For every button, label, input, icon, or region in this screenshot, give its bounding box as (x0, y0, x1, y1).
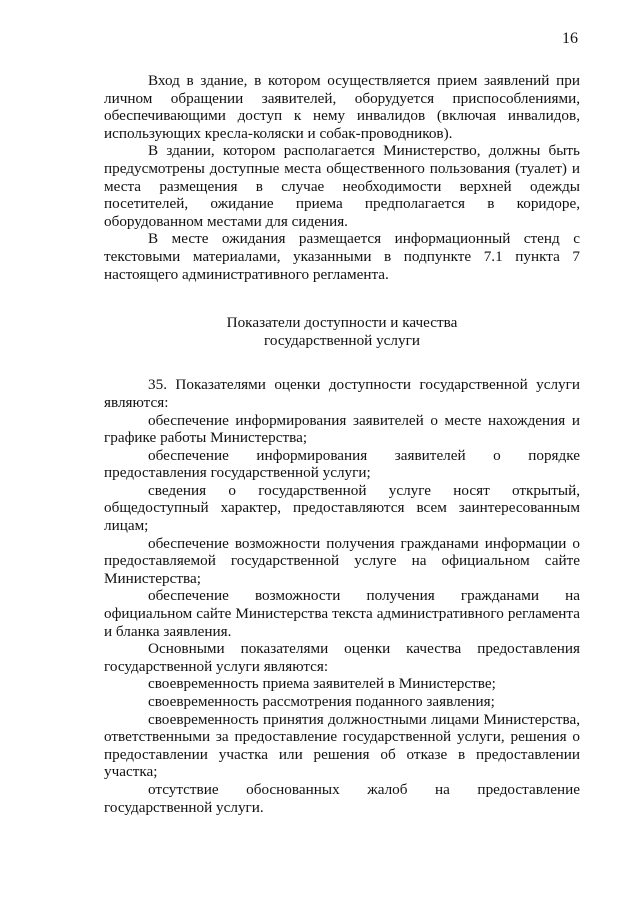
list-item: своевременность принятия должностными лицами Министерства, ответственными за предоставление государственной услуги, решения о предоставлении участка или решения об отказе в предоставлении участка; (104, 710, 580, 781)
list-item: своевременность рассмотрения поданного заявления; (148, 693, 495, 710)
paragraph-information-stand: В месте ожидания размещается информационный стенд с текстовыми материалами, указанными в подпункте 7.1 пункта 7 настоящего административного регламента. (104, 230, 580, 283)
paragraph-building-facilities: В здании, котором располагается Министерство, должны быть предусмотрены доступные места общественного пользования (туалет) и места размещения в случае необходимости верхней одежды посетителей, ожидание приема предполагается в коридоре, оборудованном местами для сидения. (104, 142, 580, 230)
list-item: обеспечение возможности получения гражданами на официальном сайте Министерства текста административного регламента и бланка заявления. (104, 587, 580, 640)
list-item: отсутствие обоснованных жалоб на предоставление государственной услуги. (104, 780, 580, 816)
section-heading-line-2: государственной услуги (264, 331, 420, 349)
section-heading-line-1: Показатели доступности и качества (226, 314, 458, 332)
list-item: обеспечение информирования заявителей о месте нахождения и графике работы Министерства; (104, 411, 580, 447)
paragraph-quality-indicators: Основными показателями оценки качества предоставления государственной услуги являются: (104, 640, 580, 675)
document-body (104, 72, 580, 816)
list-item: обеспечение информирования заявителей о порядке предоставления государственной услуги; (104, 446, 580, 482)
paragraph-item-35: 35. Показателями оценки доступности государственной услуги являются: (104, 376, 580, 411)
page-number: 16 (562, 30, 578, 47)
paragraph-building-entrance: Вход в здание, в котором осуществляется прием заявлений при личном обращении заявителей, оборудуется приспособлениями, обеспечивающими доступ к нему инвалидов (включая инвалидов, использующих кресла-коляски и собак-проводников). (104, 72, 580, 142)
section-heading (104, 314, 580, 349)
list-item: сведения о государственной услуге носят открытый, общедоступный характер, предоставляются всем заинтересованным лицам; (104, 481, 580, 535)
list-item: своевременность приема заявителей в Министерстве; (148, 675, 496, 693)
list-item: обеспечение возможности получения гражданами информации о предоставляемой государственной услуге на официальном сайте Министерства; (104, 534, 580, 587)
